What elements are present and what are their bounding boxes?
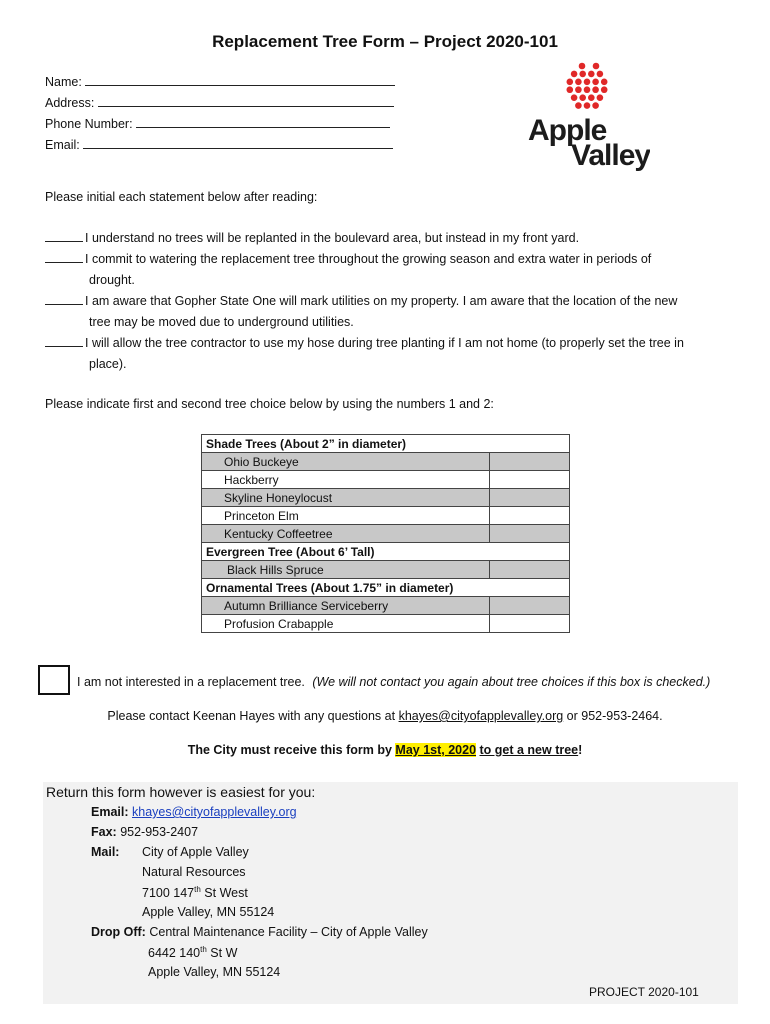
- contact-email-link[interactable]: khayes@cityofapplevalley.org: [398, 709, 564, 723]
- dropoff-line-3: Apple Valley, MN 55124: [148, 965, 281, 979]
- table-row: [202, 489, 570, 507]
- initial-instruction: Please initial each statement below after reading:: [45, 190, 318, 204]
- deadline-suffix: to get a new tree: [479, 743, 579, 757]
- table-row: [202, 525, 570, 543]
- return-mail-label: [91, 845, 119, 859]
- dropoff-street-num: 6442 140: [148, 946, 201, 961]
- address-field[interactable]: [45, 95, 394, 110]
- table-row: [202, 597, 570, 615]
- email-field[interactable]: [45, 137, 393, 152]
- return-fax-label: Fax:: [91, 825, 117, 839]
- deadline-line: [0, 743, 770, 757]
- name-label: Name:: [45, 75, 82, 89]
- contact-prefix: Please contact Keenan Hayes with any questions at: [107, 709, 396, 723]
- logo-dot: [584, 86, 591, 93]
- table-section-header: [202, 543, 570, 561]
- initial-blank-1[interactable]: [45, 230, 83, 242]
- choice-cell-hackberry[interactable]: [490, 471, 570, 489]
- contact-or: or: [566, 709, 578, 723]
- not-interested-label: [77, 672, 710, 693]
- not-interested-text: I am not interested in a replacement tree.: [77, 675, 305, 689]
- logo-text-valley: Valley: [571, 139, 650, 172]
- statement-1: [45, 228, 745, 249]
- mail-line-3: [142, 885, 248, 900]
- return-email-label: Email:: [91, 805, 129, 819]
- choice-cell-profusion-crabapple[interactable]: [490, 615, 570, 633]
- statement-1-text: I understand no trees will be replanted in the boulevard area, but instead in my front yard.: [85, 231, 580, 245]
- tree-name: Skyline Honeylocust: [202, 489, 490, 507]
- deadline-prefix: The City must receive this form by: [187, 743, 392, 757]
- tree-name: Princeton Elm: [202, 507, 490, 525]
- dropoff-line-2: [148, 945, 237, 960]
- choice-instruction: Please indicate first and second tree choice below by using the numbers 1 and 2:: [45, 397, 494, 411]
- statement-2: [45, 249, 745, 291]
- initial-blank-3[interactable]: [45, 293, 83, 305]
- evergreen-header: Evergreen Tree (About 6’ Tall): [202, 543, 570, 561]
- email-blank[interactable]: [83, 137, 393, 149]
- logo-dot: [592, 102, 599, 109]
- return-email: [91, 805, 297, 819]
- address-blank[interactable]: [98, 95, 394, 107]
- logo-dot: [579, 94, 586, 101]
- footer-project: PROJECT 2020-101: [589, 985, 699, 999]
- choice-cell-black-hills-spruce[interactable]: [490, 561, 570, 579]
- logo-dot: [593, 63, 600, 70]
- table-row: [202, 561, 570, 579]
- mail-line-2: Natural Resources: [142, 865, 246, 879]
- email-label: Email:: [45, 138, 80, 152]
- tree-name: Profusion Crabapple: [202, 615, 490, 633]
- mail-street-sup: th: [194, 885, 201, 894]
- dropoff-line-1: Central Maintenance Facility – City of Apple Valley: [149, 925, 428, 939]
- choice-cell-skyline-honeylocust[interactable]: [490, 489, 570, 507]
- page-title: Replacement Tree Form – Project 2020-101: [212, 32, 558, 51]
- statement-2-text-cont: drought.: [89, 273, 135, 287]
- return-email-link[interactable]: khayes@cityofapplevalley.org: [132, 805, 297, 819]
- tree-choice-table: [201, 434, 570, 633]
- mail-line-4: Apple Valley, MN 55124: [142, 905, 275, 919]
- name-field[interactable]: [45, 74, 395, 89]
- logo-dot: [579, 63, 586, 70]
- logo-dot: [584, 79, 591, 86]
- name-blank[interactable]: [85, 74, 395, 86]
- dropoff-street-rest: St W: [206, 946, 238, 961]
- logo-dot: [567, 86, 574, 93]
- tree-name: Hackberry: [202, 471, 490, 489]
- table-row: [202, 507, 570, 525]
- table-section-header: [202, 435, 570, 453]
- initial-blank-2[interactable]: [45, 251, 83, 263]
- logo-dot: [601, 86, 608, 93]
- shade-header: Shade Trees (About 2” in diameter): [202, 435, 570, 453]
- statement-2-text: I commit to watering the replacement tree throughout the growing season and extra water in periods of: [85, 252, 652, 266]
- logo-dot: [597, 71, 604, 78]
- dropoff-label: Drop Off:: [91, 925, 146, 939]
- statement-3-text: I am aware that Gopher State One will mark utilities on my property. I am aware that the location of the new: [85, 294, 678, 308]
- apple-valley-logo: [525, 58, 650, 173]
- statement-4-text-cont: place).: [89, 357, 127, 371]
- statement-4-text: I will allow the tree contractor to use my hose during tree planting if I am not home (to properly set the tree in: [85, 336, 684, 350]
- logo-dot: [592, 79, 599, 86]
- tree-name: Black Hills Spruce: [202, 561, 490, 579]
- contact-line: [0, 709, 770, 723]
- mail-line-1: City of Apple Valley: [142, 845, 249, 859]
- choice-cell-autumn-brilliance[interactable]: [490, 597, 570, 615]
- address-label: Address:: [45, 96, 95, 110]
- logo-dot: [579, 71, 586, 78]
- choice-cell-ohio-buckeye[interactable]: [490, 453, 570, 471]
- deadline-end: !: [578, 743, 583, 757]
- ornamental-header: Ornamental Trees (About 1.75” in diameter): [202, 579, 570, 597]
- choice-cell-princeton-elm[interactable]: [490, 507, 570, 525]
- table-section-header: [202, 579, 570, 597]
- phone-label: Phone Number:: [45, 117, 133, 131]
- logo-dot: [575, 86, 582, 93]
- table-row: [202, 615, 570, 633]
- phone-field[interactable]: [45, 116, 390, 131]
- tree-name: Ohio Buckeye: [202, 453, 490, 471]
- logo-dot: [571, 94, 578, 101]
- statement-3-text-cont: tree may be moved due to underground utilities.: [89, 315, 354, 329]
- logo-text-apple: Apple: [528, 114, 607, 147]
- table-row: [202, 471, 570, 489]
- mail-label-text: Mail:: [91, 845, 120, 859]
- not-interested-note: (We will not contact you again about tree choices if this box is checked.): [312, 675, 711, 689]
- logo-dot: [571, 71, 578, 78]
- logo-dot: [575, 79, 582, 86]
- tree-name: Kentucky Coffeetree: [202, 525, 490, 543]
- initial-blank-4[interactable]: [45, 335, 83, 347]
- table-row: [202, 453, 570, 471]
- logo-dot: [588, 94, 595, 101]
- logo-dot: [588, 71, 595, 78]
- logo-dot: [567, 79, 574, 86]
- contact-phone: 952-953-2464.: [581, 709, 663, 723]
- not-interested-checkbox[interactable]: [38, 665, 70, 695]
- return-heading: Return this form however is easiest for you:: [46, 784, 316, 800]
- return-dropoff: [91, 925, 428, 939]
- statement-4: [45, 333, 745, 375]
- tree-name: Autumn Brilliance Serviceberry: [202, 597, 490, 615]
- choice-cell-kentucky-coffeetree[interactable]: [490, 525, 570, 543]
- statement-3: [45, 291, 745, 333]
- return-fax-number: 952-953-2407: [120, 825, 199, 839]
- mail-street-rest: St West: [200, 886, 248, 901]
- phone-blank[interactable]: [136, 116, 390, 128]
- logo-dot: [597, 94, 604, 101]
- return-fax: [91, 825, 198, 839]
- deadline-date: May 1st, 2020: [395, 743, 477, 757]
- logo-dot: [584, 102, 591, 109]
- apple-dots-icon: [525, 58, 650, 173]
- logo-dot: [601, 79, 608, 86]
- logo-dot: [592, 86, 599, 93]
- mail-street-num: 7100 147: [142, 886, 195, 901]
- logo-dot: [575, 102, 582, 109]
- dropoff-street-sup: th: [200, 945, 207, 954]
